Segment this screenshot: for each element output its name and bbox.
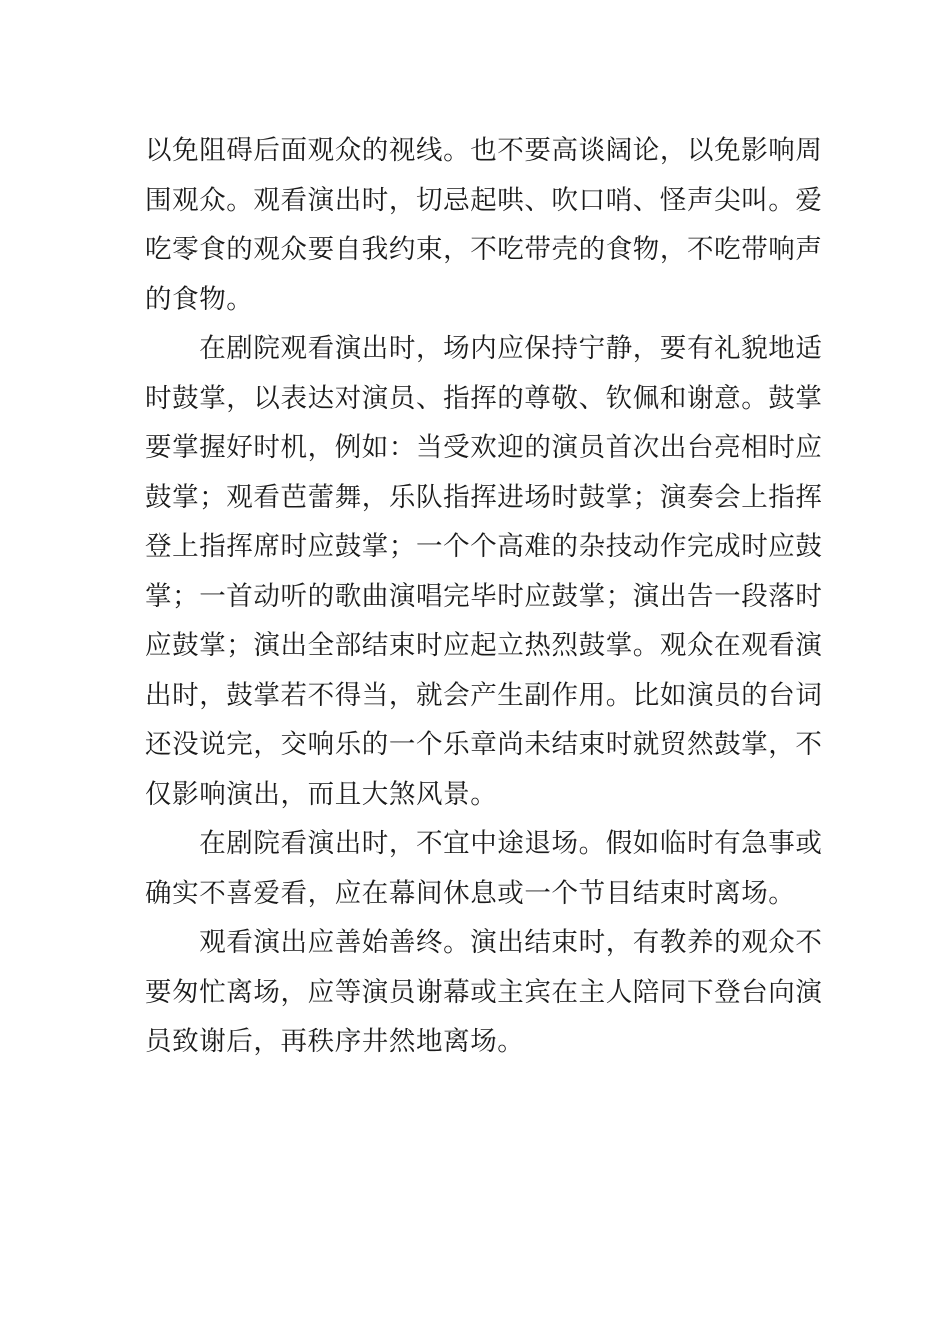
text-line: 在剧院观看演出时，场内应保持宁静，要有礼貌地适: [145, 333, 823, 364]
document-body: [145, 126, 823, 1067]
text-line: 掌；一首动听的歌曲演唱完毕时应鼓掌；演出告一段落时: [145, 580, 823, 612]
text-line: 确实不喜爱看，应在幕间休息或一个节目结束时离场。: [145, 877, 796, 909]
text-line: 应鼓掌；演出全部结束时应起立热烈鼓掌。观众在观看演: [145, 630, 823, 661]
text-line: 以免阻碍后面观众的视线。也不要高谈阔论，以免影响周: [145, 135, 823, 166]
text-line: 出时，鼓掌若不得当，就会产生副作用。比如演员的台词: [145, 679, 823, 711]
text-line: 要匆忙离场，应等演员谢幕或主宾在主人陪同下登台向演: [145, 976, 823, 1008]
text-line: 仅影响演出，而且大煞风景。: [145, 778, 498, 810]
text-line: 还没说完，交响乐的一个乐章尚未结束时就贸然鼓掌，不: [145, 729, 823, 760]
text-line: 员致谢后，再秩序井然地离场。: [145, 1026, 525, 1057]
text-line: 要掌握好时机，例如：当受欢迎的演员首次出台亮相时应: [145, 432, 823, 463]
text-line: 观看演出应善始善终。演出结束时，有教养的观众不: [145, 927, 823, 958]
text-line: 在剧院看演出时，不宜中途退场。假如临时有急事或: [145, 828, 823, 859]
text-line: 时鼓掌，以表达对演员、指挥的尊敬、钦佩和谢意。鼓掌: [145, 382, 823, 414]
text-line: 鼓掌；观看芭蕾舞，乐队指挥进场时鼓掌；演奏会上指挥: [145, 481, 823, 513]
text-line: 围观众。观看演出时，切忌起哄、吹口哨、怪声尖叫。爱: [145, 184, 823, 216]
text-line: 吃零食的观众要自我约束，不吃带壳的食物，不吃带响声: [145, 234, 823, 265]
text-line: 的食物。: [145, 283, 254, 315]
text-line: 登上指挥席时应鼓掌；一个个高难的杂技动作完成时应鼓: [145, 531, 823, 562]
